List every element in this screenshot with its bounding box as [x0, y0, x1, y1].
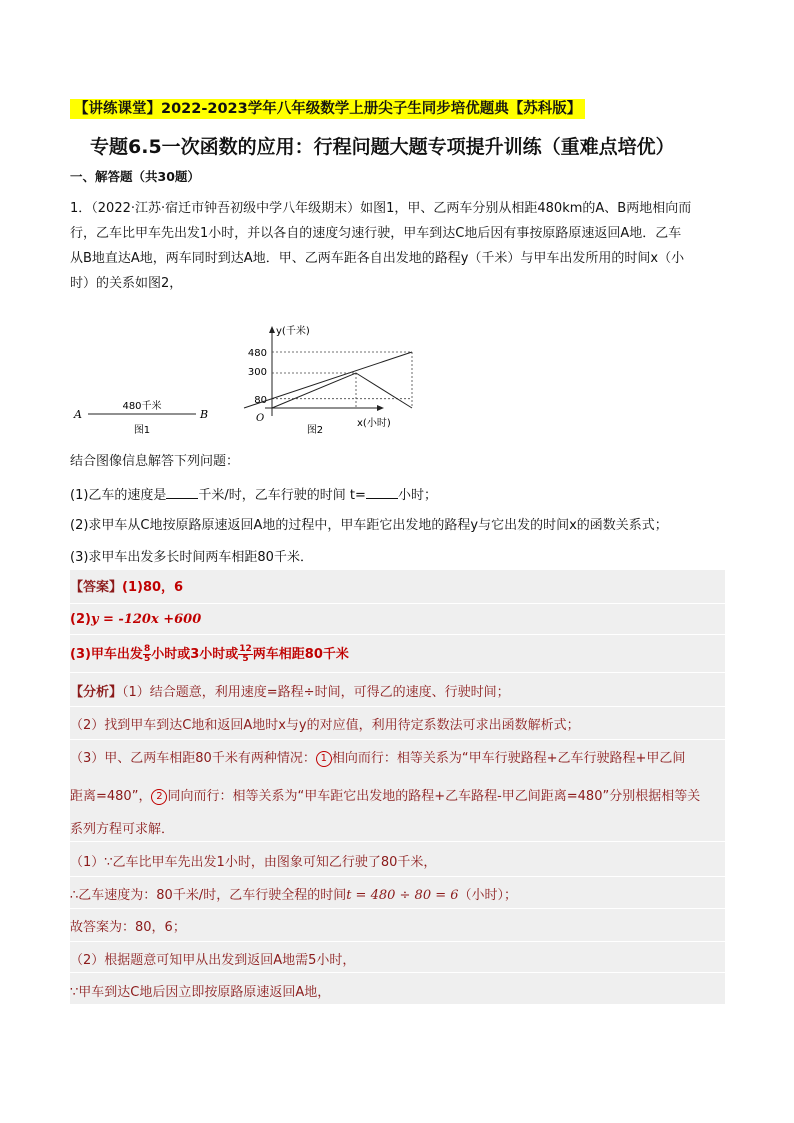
solution-s2-a: ∴乙车速度为：80千米/时，乙车行驶全程的时间	[70, 888, 347, 903]
point-a-label: A	[74, 408, 82, 421]
solution-line-3: 故答案为：80，6；	[70, 920, 186, 935]
divider	[70, 908, 725, 909]
analysis-line-2: （2）找到甲车到达C地和返回A地时x与y的对应值，利用待定系数法可求出函数解析式；	[70, 718, 580, 733]
analysis-line-4	[70, 787, 725, 807]
sub-question-2: (2)求甲车从C地按原路原速返回A地的过程中，甲车距它出发地的路程y与它出发的时间x的函数关系式；	[70, 518, 668, 533]
blank-speed	[166, 484, 198, 499]
answer-line-3	[70, 645, 725, 665]
sub1-part-b: 千米/时，乙车行驶的时间 t=	[198, 488, 366, 503]
sub-question-1	[70, 484, 437, 506]
solution-s2-c: （小时）；	[458, 888, 518, 903]
divider	[70, 876, 725, 877]
solution-line-5: ∵甲车到达C地后因立即按原路原速返回A地，	[70, 985, 331, 1000]
fraction-denominator: 5	[143, 654, 151, 664]
y-tick-480: 480	[247, 348, 267, 359]
y-tick-80: 80	[254, 395, 267, 406]
section-heading: 一、解答题（共30题）	[70, 169, 200, 184]
point-b-label: B	[200, 408, 209, 421]
answer-1: (1)80，6	[122, 580, 184, 595]
circled-number-2: 2	[151, 789, 167, 805]
circled-number-1: 1	[316, 751, 332, 767]
answer-2-prefix: (2)	[70, 612, 91, 627]
series-lines	[244, 352, 412, 408]
solution-line-2	[70, 886, 725, 906]
series-line-2	[272, 373, 412, 408]
prompt-text: 结合图像信息解答下列问题：	[70, 454, 240, 469]
solution-line-4: （2）根据题意可知甲从出发到返回A地需5小时，	[70, 953, 356, 968]
analysis-line-5: 系列方程可求解．	[70, 822, 175, 837]
divider	[70, 603, 725, 604]
divider	[70, 672, 725, 673]
answer-3-prefix: (3)甲车出发	[70, 647, 143, 662]
question-line: 1．（2022·江苏·宿迁市钟吾初级中学八年级期末）如图1，甲、乙两车分别从相距480km的A、B两地相向而	[70, 201, 692, 216]
question-line: 时）的关系如图2，	[70, 276, 183, 291]
fraction-denominator: 5	[242, 654, 249, 664]
sub1-part-a: (1)乙车的速度是	[70, 488, 167, 503]
origin-label: O	[256, 413, 265, 424]
analysis-p3-d: 同向而行：相等关系为“甲车距它出发地的路程+乙车路程-甲乙间距离=480”分别根据相等关	[167, 789, 701, 804]
answer-3-suffix: 两车相距80千米	[252, 647, 349, 662]
analysis-line-1	[70, 683, 725, 703]
analysis-p3-a: （3）甲、乙两车相距80千米有两种情况：	[70, 751, 316, 766]
page-title: 专题6.5一次函数的应用：行程问题大题专项提升训练（重难点培优）	[90, 136, 675, 158]
fraction-12-5	[238, 645, 253, 664]
divider	[70, 634, 725, 635]
y-tick-300: 300	[247, 367, 267, 378]
blank-time	[366, 484, 398, 499]
analysis-line-3	[70, 749, 725, 769]
y-axis-arrow	[269, 326, 275, 333]
y-axis-label: y(千米)	[276, 326, 310, 337]
fraction-numerator: 12	[239, 644, 252, 654]
question-text	[70, 196, 725, 296]
answer-line-2	[70, 610, 725, 630]
solution-s2-expression: t = 480 ÷ 80 = 6	[346, 888, 459, 903]
figure-2-caption: 图2	[306, 425, 324, 436]
fraction-numerator: 8	[143, 644, 151, 654]
analysis-label: 【分析】	[70, 685, 123, 700]
question-line: 从B地直达A地，两车同时到达A地．甲、乙两车距各自出发地的路程y（千米）与甲车出发所用的时间x（小	[70, 251, 685, 266]
distance-label: 480千米	[122, 401, 162, 412]
figures	[60, 320, 420, 440]
x-axis-arrow	[377, 405, 384, 411]
series-line-1	[244, 352, 412, 408]
answer-3-middle: 小时或3小时或	[151, 647, 239, 662]
divider	[70, 941, 725, 942]
analysis-p1: （1）结合题意，利用速度=路程÷时间，可得乙的速度、行驶时间；	[122, 685, 510, 700]
divider	[70, 739, 725, 740]
figure-2	[244, 324, 412, 436]
analysis-p3-b: 相向而行：相等关系为“甲车行驶路程+乙车行驶路程+甲乙间	[331, 751, 686, 766]
sub-question-3: (3)求甲车出发多长时间两车相距80千米．	[70, 550, 313, 565]
divider	[70, 972, 725, 973]
header-tag: 【讲练课堂】2022-2023学年八年级数学上册尖子生同步培优题典【苏科版】	[70, 99, 585, 119]
sub1-part-c: 小时；	[397, 488, 437, 503]
x-axis-label: x(小时)	[357, 418, 391, 429]
figure-1	[73, 399, 208, 436]
solution-line-1: （1）∵乙车比甲车先出发1小时，由图象可知乙行驶了80千米，	[70, 855, 437, 870]
analysis-p3-c: 距离=480”，	[70, 789, 152, 804]
answer-2-expression: y = -120x +600	[90, 612, 202, 627]
divider	[70, 841, 725, 842]
fraction-8-5	[143, 645, 151, 664]
answer-line-1	[70, 578, 725, 598]
question-line: 行，乙车比甲车先出发1小时，并以各自的速度匀速行驶，甲车到达C地后因有事按原路原速返回A地．乙车	[70, 226, 682, 241]
answer-label: 【答案】	[70, 580, 123, 595]
figure-1-caption: 图1	[133, 425, 151, 436]
divider	[70, 706, 725, 707]
